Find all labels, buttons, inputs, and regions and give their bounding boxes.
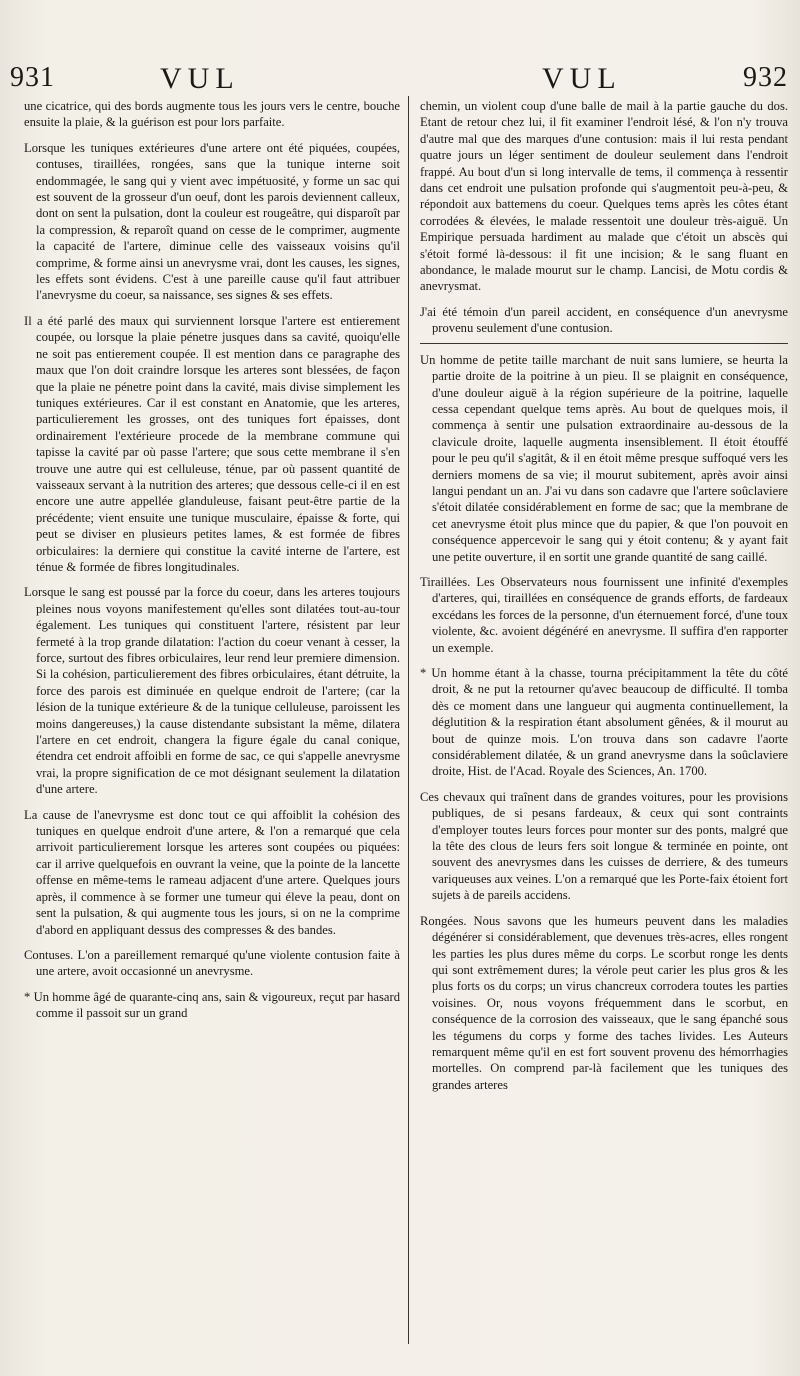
paragraph: Lorsque les tuniques extérieures d'une artere ont été piquées, coupées, contuses, tiraillées, rongées, sans que la tunique interne soit endommagée, le sang qui y vient avec impétuosité, y forme un sac qui est souvent de la grosseur d'un oeuf, dont les parois deviennent calleux, dont on sent la pulsation, dont la couleur est rougeâtre, qui disparoît par la compression, & reparoît quand on cesse de le comprimer, augmente la capacité de l'artere, diminue celle des vaisseaux voisins qu'il comprime, & forme ainsi un anevrysme vrai, dont les causes, les signes, les effets sont évidens. C'est à une pareille cause qu'il faut attribuer l'anevrysme du coeur, sa naissance, ses signes & ses effets. (24, 140, 400, 303)
right-page-number: 932 (743, 62, 788, 93)
paragraph: une cicatrice, qui des bords augmente tous les jours vers le centre, bouche ensuite la plaie, & la guérison est pour lors parfaite. (24, 99, 400, 130)
page-header (0, 62, 800, 102)
left-column (24, 98, 400, 1348)
right-running-head: VUL (542, 62, 622, 95)
left-running-head: VUL (160, 62, 240, 95)
paragraph: Lorsque le sang est poussé par la force du coeur, dans les arteres toujours pleines nous voyons manifestement qu'elles sont dilatées tout-au-tour également. Les tuniques qui constituent l'artere, résistent par leur fermeté à la trop grande dilatation: l'action du coeur venant à cesser, la force, surtout des fibres orbiculaires, leur rend leur premiere dimension. Si la cohésion, particulierement des fibres orbiculaires, étant détruite, la force des parois est diminuée en quelque endroit de l'artere; (car la lésion de la tunique extérieure & de la tunique celluleuse, paroissent les moins dangereuses,) la cause distendante subsistant la même, dilatera l'artere en cet endroit, changera la figure égale du canal conique, étendra cet endroit affoibli en forme de sac, ce qui s'appelle anevrysme vrai, la propre signification de ce mot désignant seulement la dilatation d'une artere. (24, 585, 400, 797)
paragraph: * Un homme âgé de quarante-cinq ans, sain & vigoureux, reçut par hasard comme il passoit sur un grand (24, 989, 400, 1021)
paragraph: * Un homme étant à la chasse, tourna précipitamment la tête du côté droit, & ne put la retourner qu'avec beaucoup de difficulté. Il tomba dès ce moment dans une langueur qui augmenta continuellement, la déglutition & la respiration étant absolument gênées, & il mourut au bout de quinze mois. L'on trouva dans son cadavre l'aorte considérablement dilatée, & un grand anevrysme dans la soûclaviere droite, Hist. de l'Acad. Royale des Sciences, An. 1700. (420, 666, 788, 779)
paragraph: chemin, un violent coup d'une balle de mail à la partie gauche du dos. Etant de retour chez lui, il fit examiner l'endroit lésé, & l'on n'y trouva d'autre mal que des marques d'une contusion: mais il lui resta pendant quatre jours un léger sentiment de douleur seulement dans l'endroit frappé. Au bout d'un si long intervalle de tems, il commença à ressentir dans cet endroit une pulsation profonde qui s'augmentoit peu-à-peu, & répondoit aux battemens du coeur. Quelques tems après les côtes étant corrodées & élevées, le malade ressentoit une douleur très-aiguë. Un Empirique persuada hardiment au malade que c'étoit un abscès qui s'étoit formé là-dessous: il fit une incision; & le sang fluant en abondance, le malade mourut sur le champ. Lancisi, de Motu cordis & anevrysmat. (420, 99, 788, 294)
right-column (420, 98, 788, 1348)
paragraph: Un homme de petite taille marchant de nuit sans lumiere, se heurta la partie droite de la poitrine à un pieu. Il se plaignit en conséquence, d'une douleur aiguë à la région supérieure de la poitrine, laquelle cessa cependant quelque tems après. Au bout de quelques mois, il commença à sentir une pulsation extraordinaire au-dessous de la clavicule droite, laquelle augmenta insensiblement. Il étoit étouffé pour le peu qu'il s'agitât, & il en étoit même presque suffoqué vers les derniers momens de sa vie; il mourut subitement, après avoir ainsi langui pendant un an. J'ai vu dans son cadavre que l'artere soûclaviere s'étoit dilatée considérablement en forme de sac; que la membrane de cet anevrysme étoit plus mince que du papier, & que l'on pouvoit en conséquence appercevoir le sang qui y étoit contenu; & y ayant fait une petite ouverture, il en sortit une grande quantité de sang caillé. (420, 352, 788, 564)
paragraph: J'ai été témoin d'un pareil accident, en conséquence d'un anevrysme provenu seulement d'une contusion. (420, 304, 788, 344)
paragraph: Contuses. L'on a pareillement remarqué qu'une violente contusion faite à une artere, avoit occasionné un anevrysme. (24, 947, 400, 979)
left-page-number: 931 (10, 62, 55, 93)
paragraph: La cause de l'anevrysme est donc tout ce qui affoiblit la cohésion des tuniques en quelque endroit d'une artere, & l'on a remarqué que cela arrivoit particulierement lorsque les arteres sont coupées ou piquées: car il arrive quelquefois en ouvrant la veine, que la pointe de la lancette offense en même-tems le rameau adjacent d'une artere. Quelques jours après, il commence à se former une tumeur qui éleve la peau, dont on sent la pulsation, & qui augmente tous les jours, si on ne la comprime d'abord en appliquant dessus des compresses & des bandes. (24, 807, 400, 937)
column-divider (408, 96, 409, 1344)
paragraph: Ces chevaux qui traînent dans de grandes voitures, pour les provisions publiques, de si pesans fardeaux, & ceux qui sont contraints d'employer toutes leurs forces pour monter sur des ponts, malgré que la tête des clous de leurs fers soit longue & terminée en pointe, ont souvent des anevrysmes dans les cuisses de derriere, & des tumeurs variqueuses aux veines. L'on a remarqué que les Porte-faix étoient fort sujets à de pareils accidens. (420, 789, 788, 903)
paragraph: Il a été parlé des maux qui surviennent lorsque l'artere est entierement coupée, ou lorsque la plaie pénetre jusques dans sa cavité, quoiqu'elle ne soit pas entierement coupée. Il est mention dans ce paragraphe des maux que l'on doit craindre lorsque les arteres sont blessées, de façon que la plaie ne pénetre point dans la cavité, mais divise simplement les tuniques extérieures. Car il est constant en Anatomie, que les arteres, particulierement les grosses, ont des tuniques fort épaisses, dont ordinairement l'extérieure procede de la membrane commune qui tapisse la cavité par où passe l'artere; que sous cette membrane il s'en trouve une autre qui est celluleuse, ténue, par où passent quantité de vaisseaux servant à la nutrition des arteres; que dessous celle-ci il en est encore une autre appellée glanduleuse, faisant peut-être partie de la précédente; vient ensuite une tunique musculaire, épaisse & forte, qui peut se diviser en plusieurs petites lames, & est formée de fibres orbiculaires: la derniere qui constitue la cavité interne de l'artere, est ténue & formée de fibres longitudinales. (24, 313, 400, 574)
paragraph: Tiraillées. Les Observateurs nous fournissent une infinité d'exemples d'arteres, qui, tiraillées en conséquence de grands efforts, de fardeaux excédans les forces de la personne, d'un éternuement forcé, d'une toux violente, &c. avoient dégénéré en anevrysme. Il suffira d'en rapporter un exemple. (420, 574, 788, 655)
paragraph: Rongées. Nous savons que les humeurs peuvent dans les maladies dégénérer si considérablement, que devenues très-acres, elles rongent les parties les plus dures même du corps. Le scorbut ronge les dents qui sont extrêmement dures; la vérole peut carier les plus gros & les plus forts os du corps; un virus chancreux corrodera toutes les parties voisines. Or, nous voyons fréquemment dans le scorbut, en conséquence de la corrosion des vaisseaux, que le sang épanché sous les tégumens du corps y forme des taches livides. Les Auteurs remarquent même qu'il en est fort souvent provenu des hémorrhagies mortelles. On comprend par-là facilement que les tuniques des grandes arteres (420, 913, 788, 1092)
